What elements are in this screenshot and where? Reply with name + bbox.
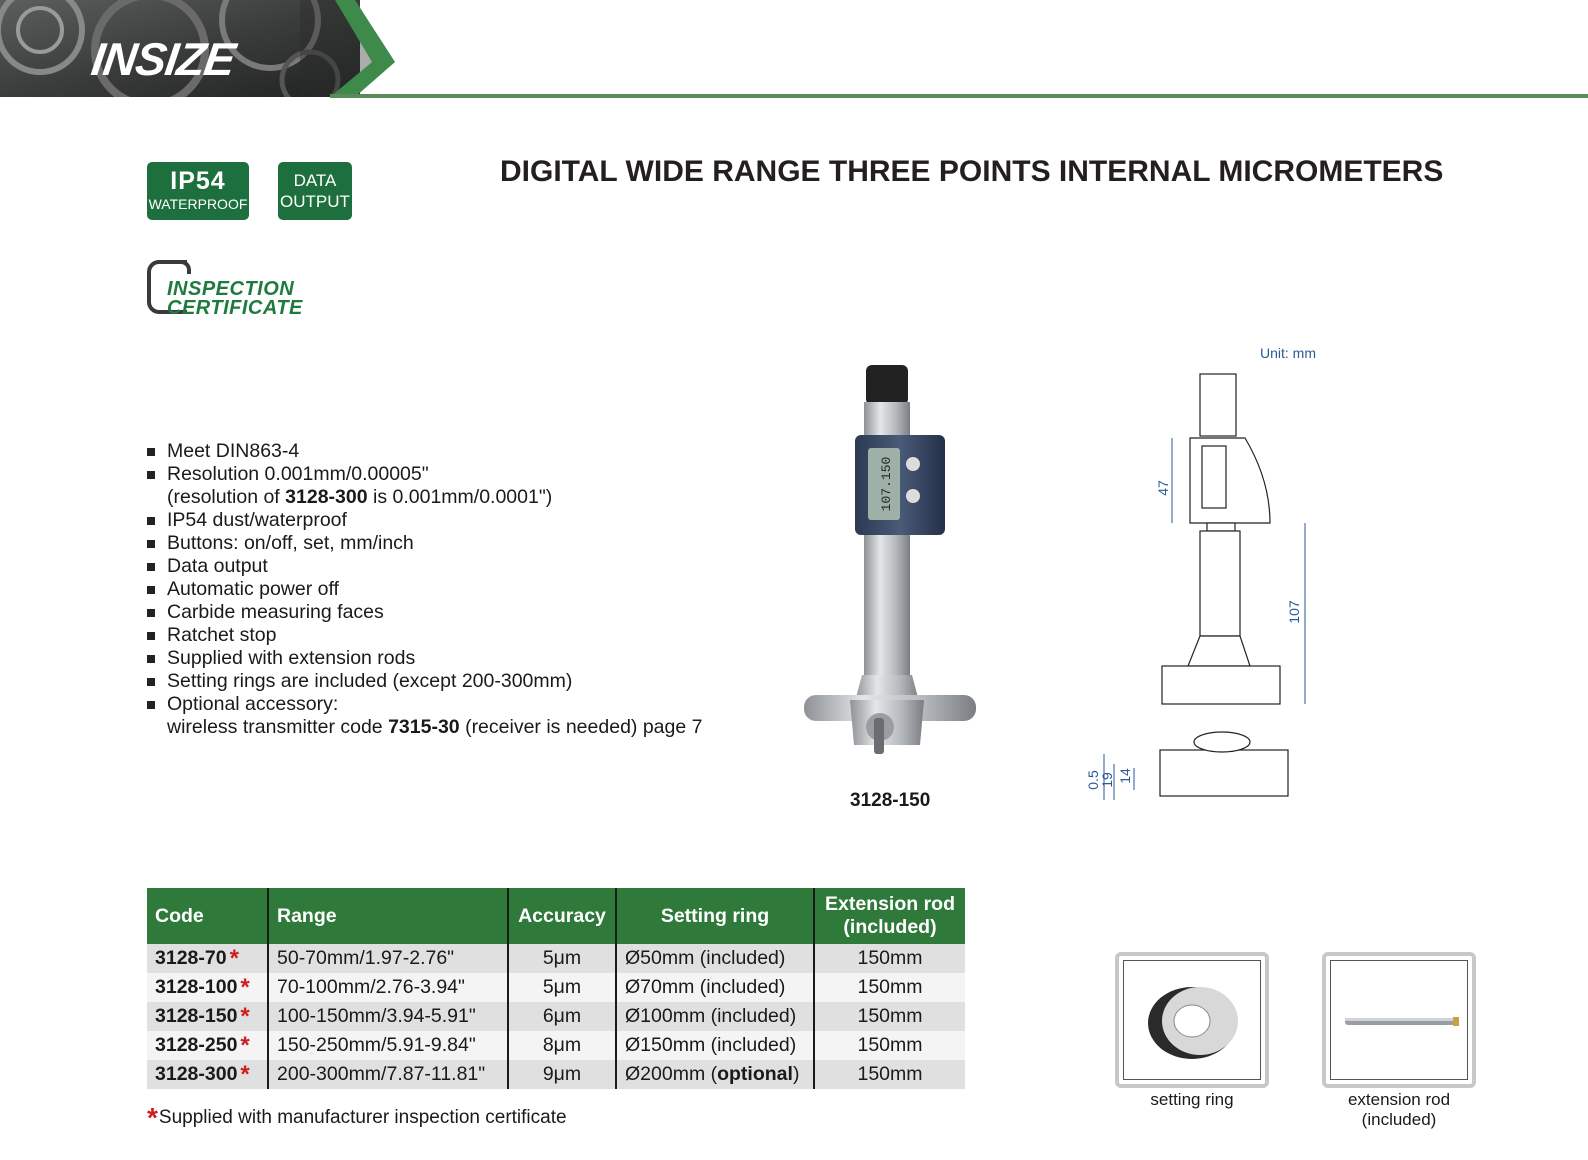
certificate-star-icon: * [229, 944, 239, 972]
header-extension-rod-line2: (included) [843, 916, 937, 938]
table-row [147, 1060, 965, 1089]
feature-text: Supplied with extension rods [167, 647, 416, 669]
cell-setting-ring [616, 1060, 814, 1089]
feature-item [147, 693, 702, 716]
feature-code: 3128-300 [285, 486, 368, 508]
data-output-badge [278, 162, 352, 220]
ring-value: Ø70mm (included) [625, 976, 786, 998]
cell-accuracy: 9μm [508, 1060, 616, 1089]
ratchet-knob-icon [866, 365, 908, 405]
page-title: DIGITAL WIDE RANGE THREE POINTS INTERNAL MICROMETERS [500, 155, 1444, 188]
cell-code [147, 1060, 268, 1089]
cell-range: 100-150mm/3.94-5.91" [268, 1002, 508, 1031]
dimension-107: 107 [1286, 600, 1302, 624]
cell-accuracy: 8μm [508, 1031, 616, 1060]
feature-text: IP54 dust/waterproof [167, 509, 347, 531]
ring-value: Ø100mm (included) [625, 1005, 797, 1027]
cell-extension-rod: 150mm [814, 973, 965, 1002]
cell-accuracy: 5μm [508, 944, 616, 973]
table-row [147, 944, 965, 973]
product-caption: 3128-150 [850, 790, 931, 811]
setting-ring-image [1115, 952, 1269, 1088]
header-setting-ring: Setting ring [616, 888, 814, 944]
dimension-14: 14 [1117, 768, 1133, 784]
feature-text: Carbide measuring faces [167, 601, 384, 623]
certificate-line-2: CERTIFICATE [167, 297, 303, 319]
cell-code [147, 1002, 268, 1031]
inspection-certificate-logo [147, 260, 337, 320]
extension-rod-frame [1330, 960, 1468, 1080]
insize-logo: INSIZE [88, 33, 238, 85]
ip54-badge [147, 162, 249, 220]
cell-range: 150-250mm/5.91-9.84" [268, 1031, 508, 1060]
technical-drawing [1080, 360, 1330, 820]
feature-text: Data output [167, 555, 268, 577]
table-header-row [147, 888, 965, 944]
cell-extension-rod: 150mm [814, 1060, 965, 1089]
dimension-47: 47 [1155, 480, 1171, 496]
header-extension-rod-line1: Extension rod [824, 893, 956, 915]
setting-ring-frame [1123, 960, 1261, 1080]
feature-item [147, 509, 702, 532]
cell-extension-rod: 150mm [814, 1002, 965, 1031]
feature-text: Optional accessory: [167, 693, 339, 715]
specification-table [147, 888, 965, 1089]
setting-ring-label: setting ring [1150, 1090, 1234, 1109]
cell-accuracy: 5μm [508, 973, 616, 1002]
ip54-label: IP54 [170, 167, 226, 195]
cell-setting-ring [616, 1031, 814, 1060]
certificate-text [167, 280, 303, 318]
feature-item [147, 532, 702, 555]
feature-text: is 0.001mm/0.0001") [367, 486, 553, 508]
header-range: Range [268, 888, 508, 944]
feature-text: Meet DIN863-4 [167, 440, 300, 462]
table-row [147, 1002, 965, 1031]
feature-item [147, 670, 702, 693]
footnote-star-icon: * [147, 1102, 158, 1133]
ring-value: Ø50mm (included) [625, 947, 786, 969]
cell-range: 70-100mm/2.76-3.94" [268, 973, 508, 1002]
feature-text: Setting rings are included (except 200-300mm) [167, 670, 573, 692]
code-value: 3128-150 [155, 1004, 238, 1027]
data-label: DATA [293, 171, 337, 190]
footnote-text: Supplied with manufacturer inspection certificate [158, 1107, 567, 1128]
certificate-bracket-top [157, 260, 191, 274]
footnote [147, 1102, 567, 1134]
header-extension-rod [814, 888, 965, 944]
extension-rod-label-line2: (included) [1361, 1110, 1437, 1129]
ring-value-end: ) [792, 1063, 800, 1085]
table-row [147, 973, 965, 1002]
feature-code: 7315-30 [388, 716, 460, 738]
mode-button-icon [906, 489, 920, 503]
output-label: OUTPUT [280, 192, 350, 211]
certificate-line-1: INSPECTION [167, 278, 295, 300]
extension-rod-icon [1331, 961, 1467, 1079]
feature-text: Automatic power off [167, 578, 339, 600]
ring-value: Ø150mm (included) [625, 1034, 797, 1056]
cell-code [147, 973, 268, 1002]
code-value: 3128-300 [155, 1062, 238, 1085]
set-button-icon [906, 457, 920, 471]
feature-text: (resolution of [167, 486, 286, 508]
header-accuracy: Accuracy [508, 888, 616, 944]
cell-accuracy: 6μm [508, 1002, 616, 1031]
waterproof-label: WATERPROOF [148, 196, 248, 212]
feature-text: wireless transmitter code [167, 716, 389, 738]
extension-rod-label [1314, 1090, 1484, 1130]
cell-range: 50-70mm/1.97-2.76" [268, 944, 508, 973]
cell-setting-ring [616, 1002, 814, 1031]
feature-item [147, 555, 702, 578]
cell-range: 200-300mm/7.87-11.81" [268, 1060, 508, 1089]
header-divider [330, 94, 1588, 98]
certificate-star-icon: * [240, 1002, 250, 1030]
feature-item-continuation [147, 716, 702, 739]
cell-setting-ring [616, 944, 814, 973]
cell-extension-rod: 150mm [814, 1031, 965, 1060]
unit-label: Unit: mm [1260, 345, 1316, 361]
feature-item [147, 463, 702, 486]
header-code: Code [147, 888, 268, 944]
feature-item [147, 601, 702, 624]
page-header [0, 0, 1588, 100]
cell-setting-ring [616, 973, 814, 1002]
feature-item [147, 578, 702, 601]
micrometer-product-image [800, 360, 1000, 780]
feature-text: Ratchet stop [167, 624, 277, 646]
display-readout: 107.150 [879, 456, 894, 512]
dimension-19: 19 [1099, 772, 1115, 788]
code-value: 3128-250 [155, 1033, 238, 1056]
ring-value: Ø200mm ( [625, 1063, 718, 1085]
code-value: 3128-70 [155, 946, 227, 969]
certificate-star-icon: * [240, 1060, 250, 1088]
table-row [147, 1031, 965, 1060]
cell-code [147, 1031, 268, 1060]
certificate-star-icon: * [240, 1031, 250, 1059]
feature-item [147, 624, 702, 647]
ring-optional: optional [717, 1063, 793, 1085]
feature-item [147, 647, 702, 670]
code-value: 3128-100 [155, 975, 238, 998]
extension-rod-image [1322, 952, 1476, 1088]
feature-list [147, 440, 702, 739]
feature-item [147, 440, 702, 463]
feature-item-continuation [147, 486, 702, 509]
extension-rod-label-line1: extension rod [1347, 1090, 1451, 1109]
dimension-0-5: 0.5 [1085, 770, 1101, 790]
cell-extension-rod: 150mm [814, 944, 965, 973]
feature-text: (receiver is needed) page 7 [459, 716, 703, 738]
certificate-star-icon: * [240, 973, 250, 1001]
cell-code [147, 944, 268, 973]
feature-text: Buttons: on/off, set, mm/inch [167, 532, 414, 554]
setting-ring-icon [1124, 961, 1260, 1079]
feature-text: Resolution 0.001mm/0.00005" [167, 463, 429, 485]
